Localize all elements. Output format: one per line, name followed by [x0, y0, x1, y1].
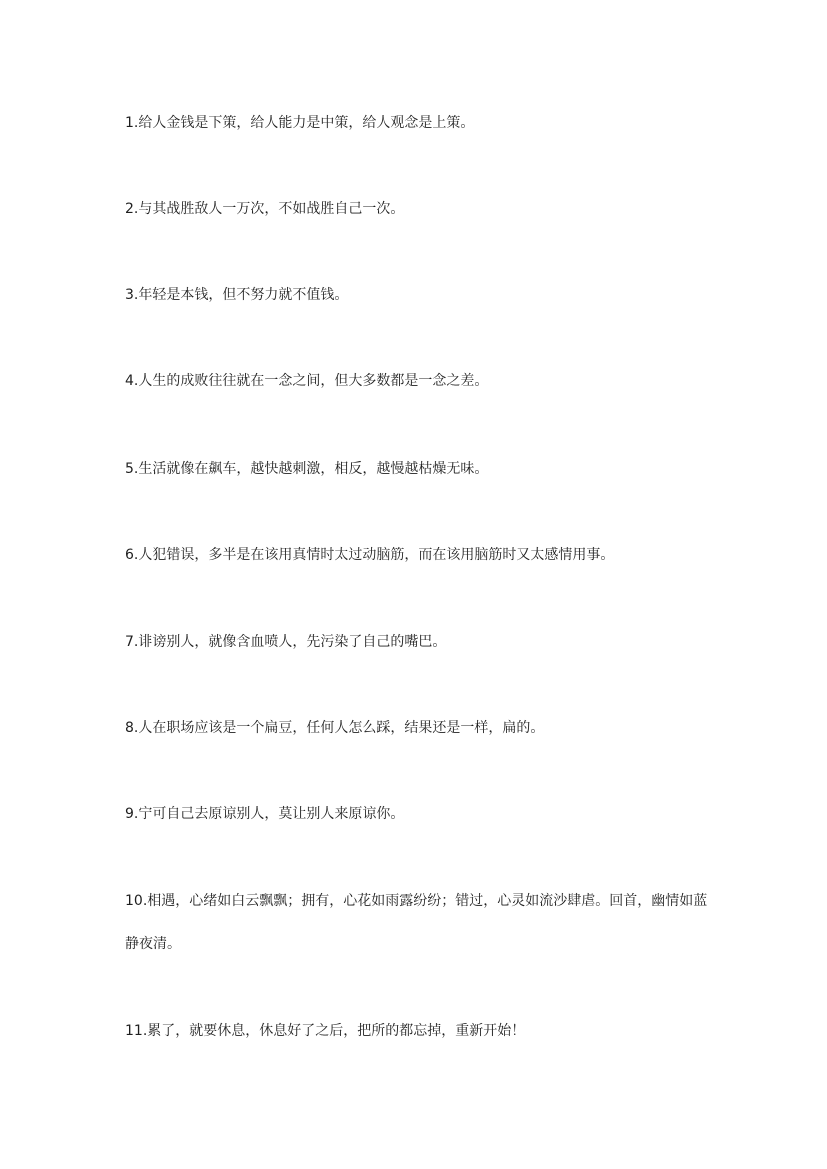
- quote-7: 7.诽谤别人，就像含血喷人，先污染了自己的嘴巴。: [125, 634, 447, 650]
- quote-11: 11.累了，就要休息，休息好了之后，把所的都忘掉，重新开始！: [125, 1023, 526, 1039]
- quote-3: 3.年轻是本钱，但不努力就不值钱。: [125, 287, 349, 303]
- quote-9: 9.宁可自己去原谅别人，莫让别人来原谅你。: [125, 806, 405, 822]
- quote-6: 6.人犯错误，多半是在该用真情时太过动脑筋，而在该用脑筋时又太感情用事。: [125, 547, 615, 563]
- quote-5: 5.生活就像在飙车，越快越刺激，相反，越慢越枯燥无味。: [125, 461, 489, 477]
- quote-4: 4.人生的成败往往就在一念之间，但大多数都是一念之差。: [125, 373, 489, 389]
- quote-10: 10.相遇，心绪如白云飘飘；拥有，心花如雨露纷纷；错过，心灵如流沙肆虐。回首，幽情如蓝静夜清。: [125, 893, 708, 952]
- quote-2: 2.与其战胜敌人一万次，不如战胜自己一次。: [125, 201, 405, 217]
- quote-8: 8.人在职场应该是一个扁豆，任何人怎么踩，结果还是一样，扁的。: [125, 720, 545, 736]
- quote-1: 1.给人金钱是下策，给人能力是中策，给人观念是上策。: [125, 115, 475, 131]
